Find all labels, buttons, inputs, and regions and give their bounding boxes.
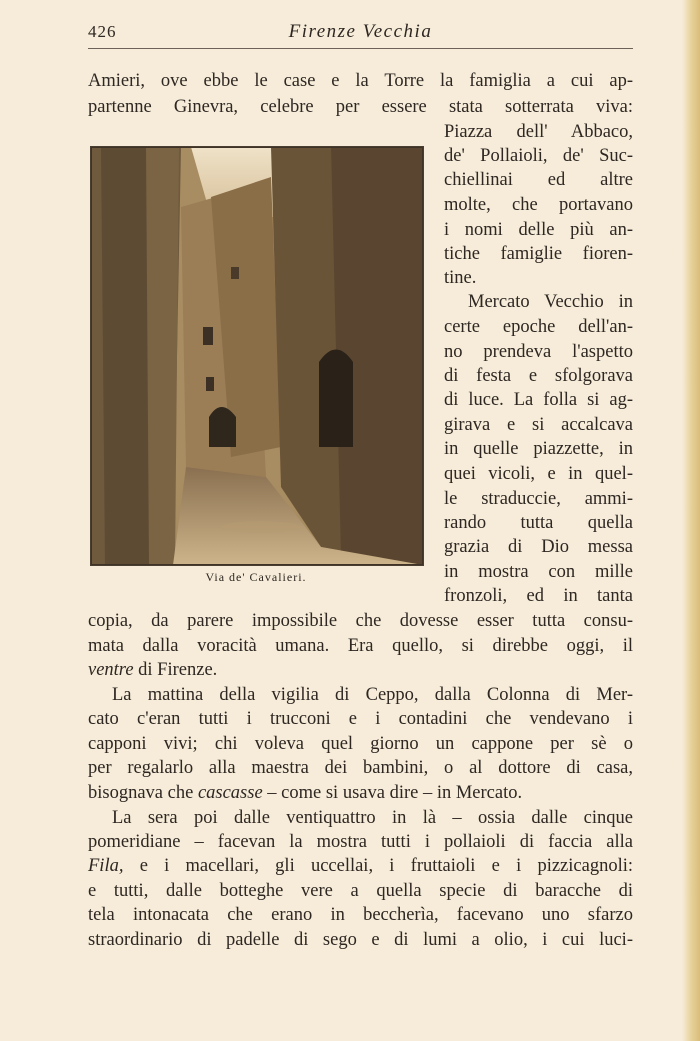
figure-caption: Via de' Cavalieri. [205, 570, 307, 584]
text-line [88, 780, 633, 806]
header-rule [88, 48, 633, 49]
text-line: partenne Ginevra, celebre per essere stata sotterrata viva: [88, 97, 633, 117]
text-line: per regalarlo alla maestra dei bambini, o al dottore di casa, [88, 758, 633, 778]
text-line: straordinario di padelle di sego e di lumi a olio, i cui luci- [88, 930, 633, 950]
column-line: molte, che portavano [444, 195, 633, 215]
text-line: Amieri, ove ebbe le case e la Torre la famiglia a cui ap- [88, 71, 633, 91]
text-line: e tutti, dalle botteghe vere a quella specie di baracche di [88, 881, 633, 901]
column-line: chiellinai ed altre [444, 170, 633, 190]
street-photograph [90, 146, 424, 566]
column-line: i nomi delle più an- [444, 220, 633, 240]
column-line: no prendeva l'aspetto [444, 342, 633, 362]
text-line: tela intonacata che erano in beccherìa, facevano uno sfarzo [88, 905, 633, 925]
text-line: capponi vivi; chi voleva quel giorno un cappone per sè o [88, 734, 633, 754]
italic-term: cascasse [197, 783, 263, 803]
column-line: girava e si accalcava [444, 415, 633, 435]
column-line: Piazza dell' Abbaco, [444, 122, 633, 142]
text-line: cato c'eran tutti i trucconi e i contadini che vendevano i [88, 709, 633, 729]
text-run: – come si usava dire – in Mercato. [262, 783, 523, 803]
italic-term: ventre [88, 660, 134, 680]
page-edge [682, 0, 700, 1041]
text-line [88, 657, 633, 683]
column-line: Mercato Vecchio in [468, 292, 633, 312]
page-number: 426 [88, 22, 117, 41]
column-line: le straduccie, ammi- [444, 489, 633, 509]
column-line: de' Pollaioli, de' Suc- [444, 146, 633, 166]
column-line: tine. [444, 268, 477, 288]
text-run: di Firenze. [133, 660, 218, 680]
text-line: copia, da parere impossibile che dovesse esser tutta consu- [88, 611, 633, 631]
italic-term: Fila, [88, 856, 124, 876]
column-line: certe epoche dell'an- [444, 317, 633, 337]
text-line: mata dalla voracità umana. Era quello, si direbbe oggi, il [88, 636, 633, 656]
alley-illustration [91, 147, 423, 565]
text-run: bisognava che [88, 783, 198, 803]
column-line: di festa e sfolgorava [444, 366, 633, 386]
text-line: La mattina della vigilia di Ceppo, dalla Colonna di Mer- [112, 685, 633, 705]
column-line: quei vicoli, e in quel- [444, 464, 633, 484]
column-line: in quelle piazzette, in [444, 439, 633, 459]
text-line: La sera poi dalle ventiquattro in là – ossia dalle cinque [112, 808, 633, 828]
page-header [88, 20, 633, 46]
column-line: fronzoli, ed in tanta [444, 586, 633, 606]
column-line: tiche famiglie fioren- [444, 244, 633, 264]
text-line [88, 853, 633, 879]
column-line: di luce. La folla si ag- [444, 390, 633, 410]
running-title: Firenze Vecchia [288, 21, 433, 42]
column-line: rando tutta quella [444, 513, 633, 533]
text-run: e i macellari, gli uccellai, i fruttaioli e i pizzicagnoli: [123, 856, 633, 876]
column-line: grazia di Dio messa [444, 537, 633, 557]
text-line: pomeridiane – facevan la mostra tutti i pollaioli di faccia alla [88, 832, 633, 852]
column-line: in mostra con mille [444, 562, 633, 582]
